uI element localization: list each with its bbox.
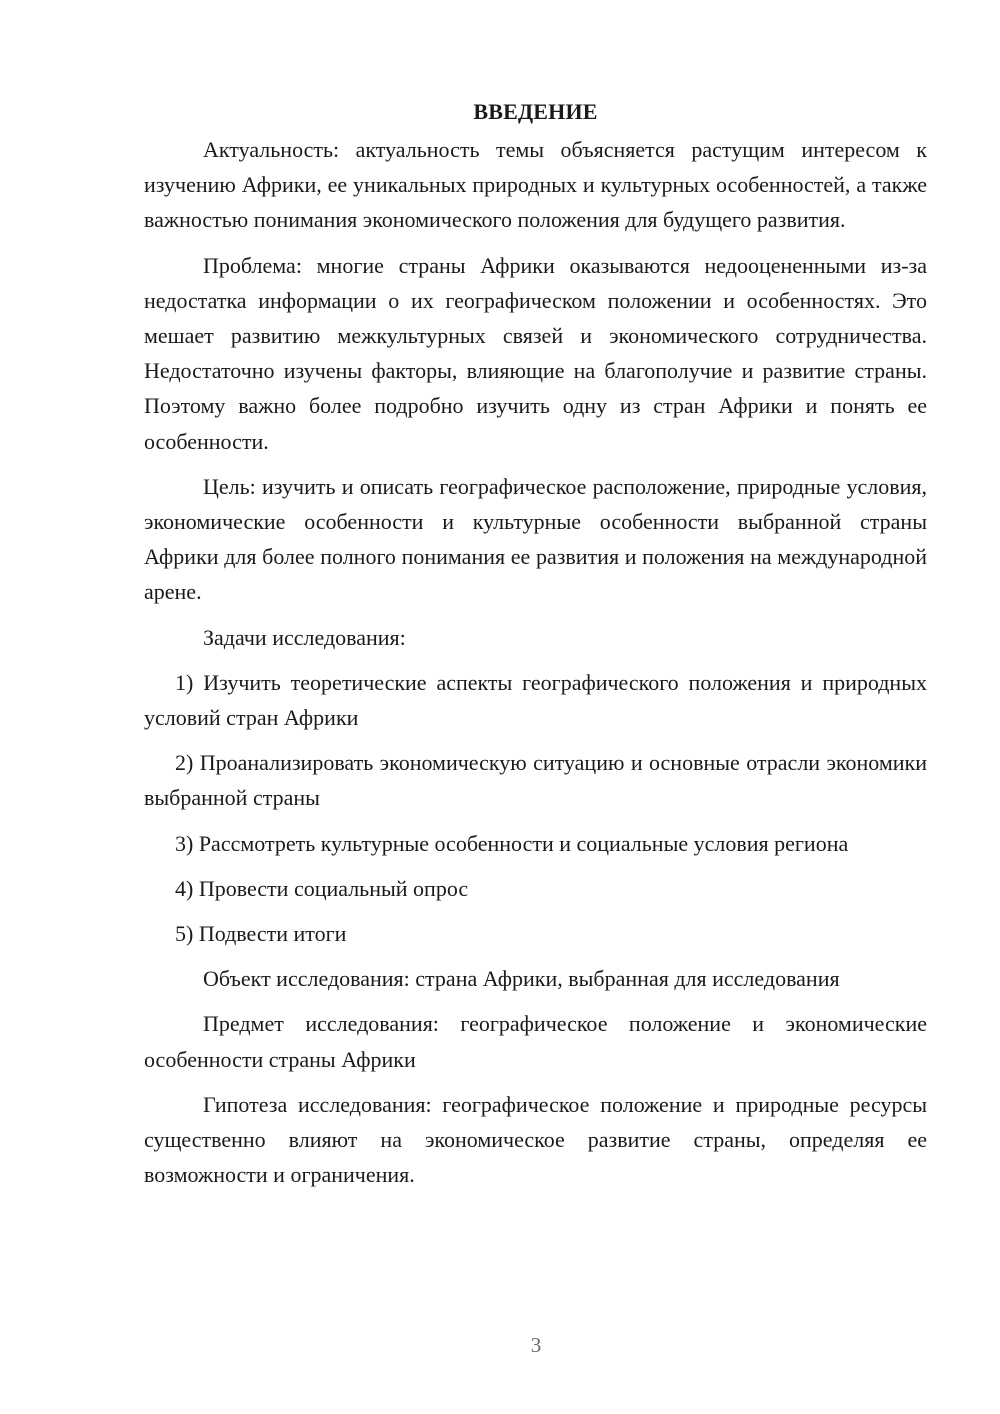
problem-paragraph: Проблема: многие страны Африки оказываются недооцененными из-за недостатка информации о их географическом положении и особенностях. Это мешает развитию межкультурных связей и экономического сотрудничества. Недостаточно изучены факторы, влияющие на благополучие и развитие страны. Поэтому важно более подробно изучить одну из стран Африки и понять ее особенности.	[144, 252, 927, 454]
task-item: 1) Изучить теоретические аспекты географического положения и природных условий стран Африки	[144, 669, 927, 731]
page-content	[144, 94, 927, 1202]
page-number: 3	[530, 1333, 542, 1357]
object-paragraph: Объект исследования: страна Африки, выбранная для исследования	[203, 966, 840, 992]
task-item: 4) Провести социальный опрос	[175, 875, 469, 901]
hypothesis-paragraph: Гипотеза исследования: географическое положение и природные ресурсы существенно влияют на экономическое развитие страны, определяя ее возможности и ограничения.	[144, 1091, 927, 1188]
task-item: 2) Проанализировать экономическую ситуацию и основные отрасли экономики выбранной страны	[144, 750, 927, 811]
task-item: 3) Рассмотреть культурные особенности и социальные условия региона	[175, 830, 849, 856]
subject-paragraph: Предмет исследования: географическое положение и экономические особенности страны Африки	[144, 1011, 927, 1072]
goal-paragraph: Цель: изучить и описать географическое расположение, природные условия, экономические особенности и культурные особенности выбранной страны Африки для более полного понимания ее развития и положения на международной арене.	[144, 473, 927, 605]
tasks-list	[144, 665, 927, 951]
section-title: ВВЕДЕНИЕ	[473, 99, 598, 124]
task-item: 5) Подвести итоги	[175, 921, 347, 947]
tasks-heading: Задачи исследования:	[203, 624, 406, 650]
relevance-paragraph: Актуальность: актуальность темы объясняется растущим интересом к изучению Африки, ее уникальных природных и культурных особенностей, а также важностью понимания экономического положения для будущего развития.	[144, 137, 927, 233]
